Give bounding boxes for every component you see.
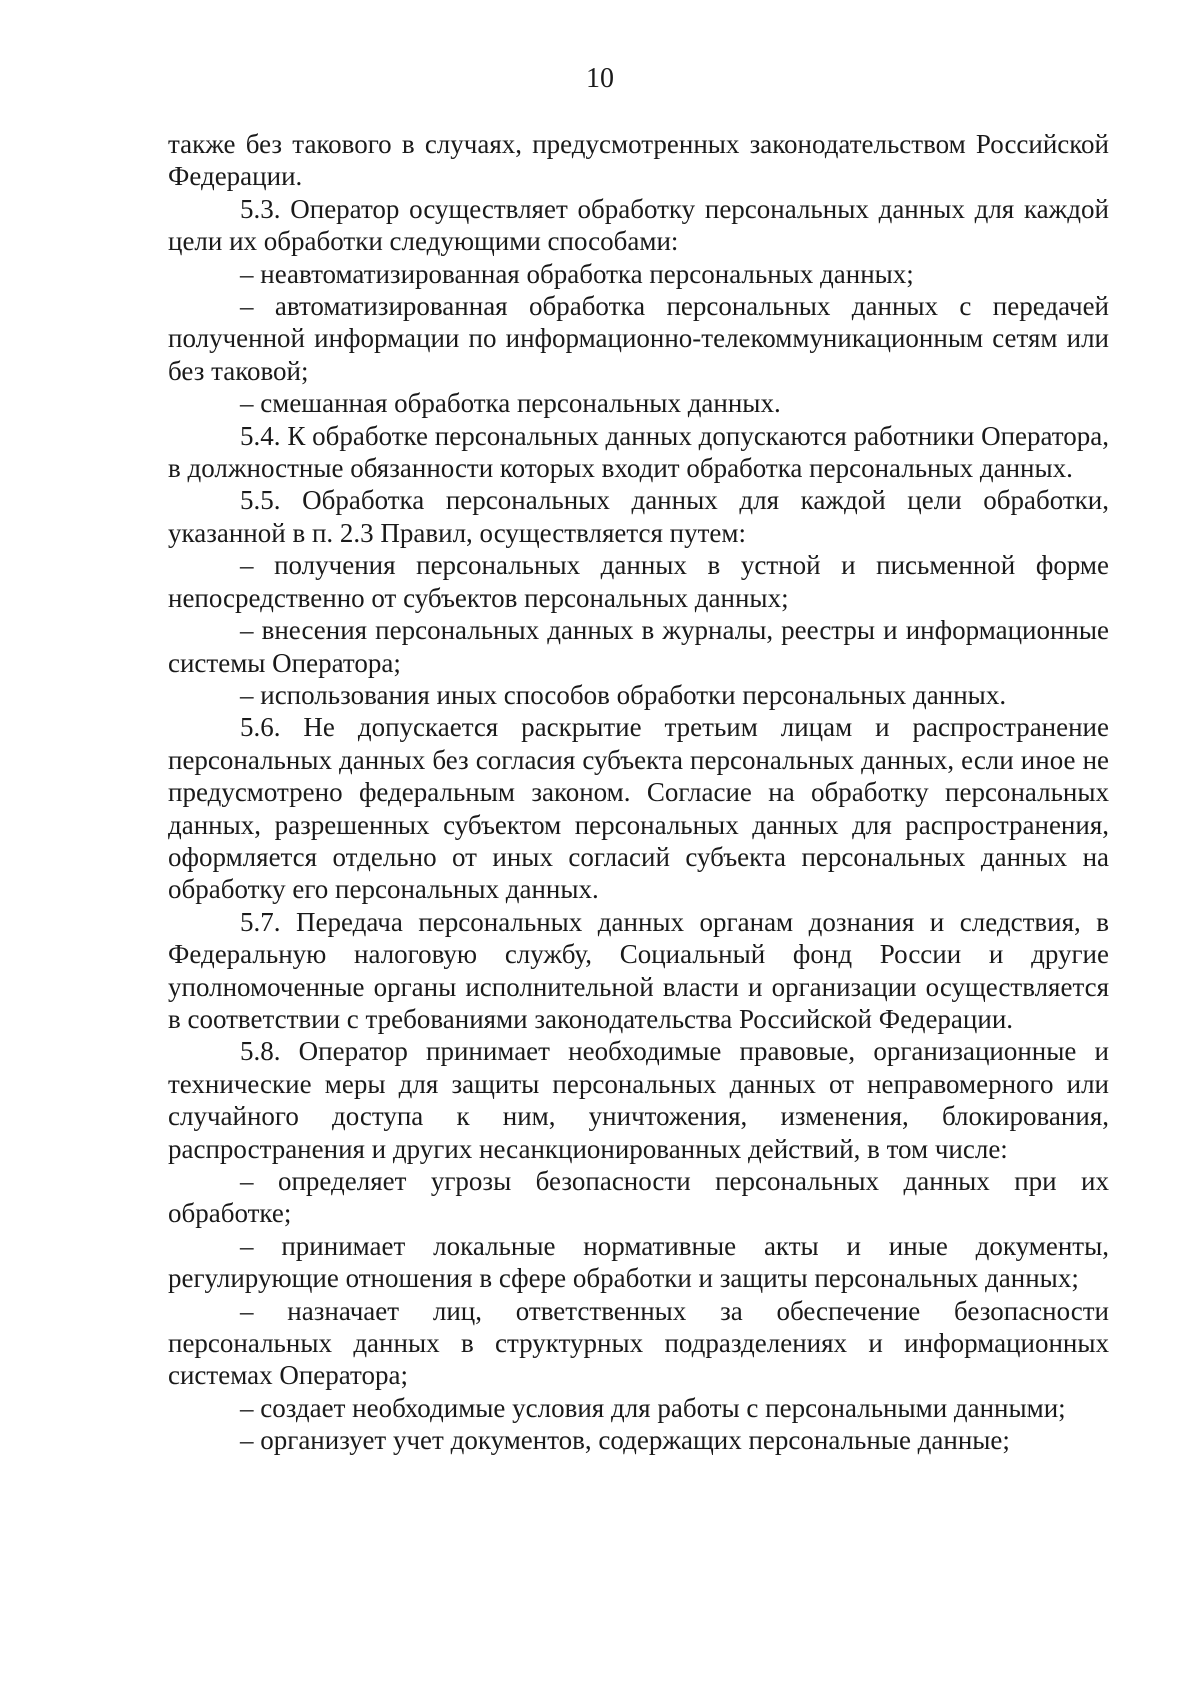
list-item: – внесения персональных данных в журналы, реестры и информационные системы Оператора; (168, 615, 1109, 678)
list-item: – получения персональных данных в устной и письменной форме непосредственно от субъектов персональных данных; (168, 550, 1109, 613)
list-item: – смешанная обработка персональных данных. (240, 388, 781, 419)
list-item: – принимает локальные нормативные акты и иные документы, регулирующие отношения в сфере обработки и защиты персональных данных; (168, 1230, 1109, 1294)
list-item: – автоматизированная обработка персональных данных с передачей полученной информации по информационно-телекоммуникационным сетям или без таковой; (168, 291, 1109, 386)
list-item: – определяет угрозы безопасности персональных данных при их обработке; (168, 1166, 1109, 1229)
paragraph-5-8: 5.8. Оператор принимает необходимые правовые, организационные и технические меры для защиты персональных данных от неправомерного или случайного доступа к ним, уничтожения, изменения, блокирования, распространения и других несанкционированных действий, в том числе: (168, 1036, 1109, 1164)
list-item: – неавтоматизированная обработка персональных данных; (240, 258, 914, 289)
list-item: – создает необходимые условия для работы с персональными данными; (240, 1392, 1066, 1423)
paragraph-5-6: 5.6. Не допускается раскрытие третьим лицам и распространение персональных данных без согласия субъекта персональных данных, если иное не предусмотрено федеральным законом. Согласие на обработку персональных данных, разрешенных субъектом персональных данных для распространения, оформляется отдельно от иных согласий субъекта персональных данных на обработку его персональных данных. (168, 712, 1109, 905)
list-item: – назначает лиц, ответственных за обеспечение безопасности персональных данных в структурных подразделениях и информационных системах Оператора; (168, 1295, 1109, 1391)
paragraph-5-4: 5.4. К обработке персональных данных допускаются работники Оператора, в должностные обязанности которых входит обработка персональных данных. (168, 420, 1109, 484)
list-item: – использования иных способов обработки персональных данных. (240, 679, 1007, 710)
page-number: 10 (586, 63, 614, 94)
paragraph-continuation: также без такового в случаях, предусмотренных законодательством Российской Федерации. (168, 129, 1109, 192)
paragraph-5-3: 5.3. Оператор осуществляет обработку персональных данных для каждой цели их обработки следующими способами: (168, 193, 1109, 257)
paragraph-5-7: 5.7. Передача персональных данных органам дознания и следствия, в Федеральную налоговую службу, Социальный фонд России и другие уполномоченные органы исполнительной власти и организации осуществляется в соответствии с требованиями законодательства Российской Федерации. (168, 906, 1109, 1034)
paragraph-5-5: 5.5. Обработка персональных данных для каждой цели обработки, указанной в п. 2.3 Правил, осуществляется путем: (168, 485, 1109, 548)
document-body (168, 128, 1109, 1457)
list-item: – организует учет документов, содержащих персональные данные; (240, 1425, 1010, 1456)
